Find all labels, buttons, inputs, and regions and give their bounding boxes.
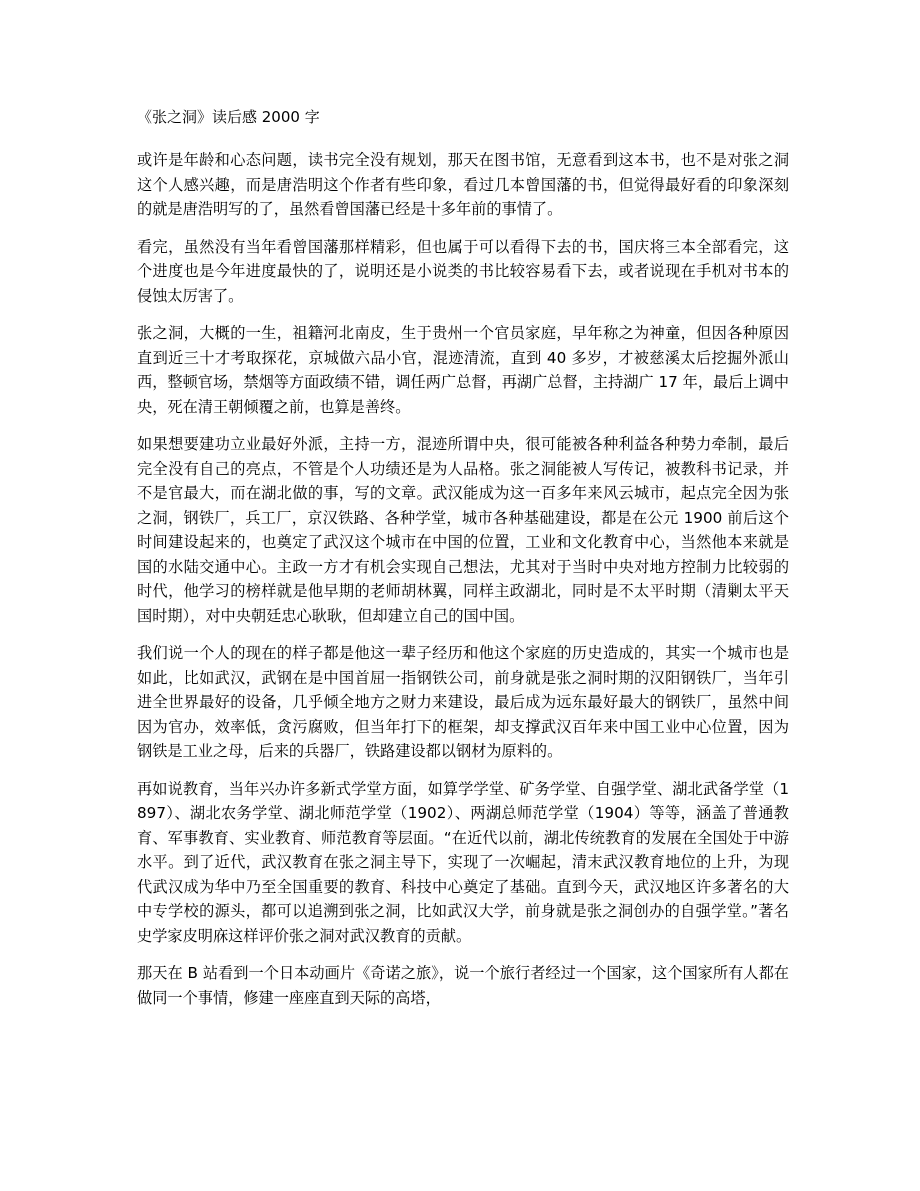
paragraph-2: 看完，虽然没有当年看曾国藩那样精彩，但也属于可以看得下去的书，国庆将三本全部看完，这个进度也是今年进度最快的了，说明还是小说类的书比较容易看下去，或者说现在手机对书本的侵蚀太厉害了。: [137, 237, 789, 305]
document-title: 《张之洞》读后感 2000 字: [137, 108, 320, 126]
paragraph-5: 我们说一个人的现在的样子都是他这一辈子经历和他这个家庭的历史造成的，其实一个城市也是如此，比如武汉，武钢在是中国首屈一指钢铁公司，前身就是张之洞时期的汉阳钢铁厂，当年引进全世界最好的设备，几乎倾全地方之财力来建设，最后成为远东最好最大的钢铁厂，虽然中间因为官办，效率低，贪污腐败，但当年打下的框架，却支撑武汉百年来中国工业中心位置，因为钢铁是工业之母，后来的兵器厂，铁路建设都以钢材为原料的。: [137, 644, 789, 760]
paragraph-7: 那天在 B 站看到一个日本动画片《奇诺之旅》，说一个旅行者经过一个国家，这个国家所有人都在做同一个事情，修建一座座直到天际的高塔，: [137, 964, 789, 1007]
document-page: [137, 104, 789, 1023]
paragraph-3: 张之洞，大概的一生，祖籍河北南皮，生于贵州一个官员家庭，早年称之为神童，但因各种原因直到近三十才考取探花，京城做六品小官，混迹清流，直到 40 多岁，才被慈溪太后挖掘外派山西，整顿官场，禁烟等方面政绩不错，调任两广总督，再湖广总督，主持湖广 17 年，最后上调中央，死在清王朝倾覆之前，也算是善终。: [137, 324, 789, 416]
paragraph-4: 如果想要建功立业最好外派，主持一方，混迹所谓中央，很可能被各种利益各种势力牵制，最后完全没有自己的亮点，不管是个人功绩还是为人品格。张之洞能被人写传记，被教科书记录，并不是官最大，而在湖北做的事，写的文章。武汉能成为这一百多年来风云城市，起点完全因为张之洞，钢铁厂，兵工厂，京汉铁路、各种学堂，城市各种基础建设，都是在公元 1900 前后这个时间建设起来的，也奠定了武汉这个城市在中国的位置，工业和文化教育中心，当然他本来就是国的水陆交通中心。主政一方才有机会实现自己想法，尤其对于当时中央对地方控制力比较弱的时代，他学习的榜样就是他早期的老师胡林翼，同样主政湖北，同时是不太平时期（清剿太平天国时期），对中央朝廷忠心耿耿，但却建立自己的国中国。: [137, 435, 789, 625]
paragraph-1: 或许是年龄和心态问题，读书完全没有规划，那天在图书馆，无意看到这本书，也不是对张之洞这个人感兴趣，而是唐浩明这个作者有些印象，看过几本曾国藩的书，但觉得最好看的印象深刻的就是唐浩明写的了，虽然看曾国藩已经是十多年前的事情了。: [137, 151, 789, 218]
paragraph-6: 再如说教育，当年兴办许多新式学堂方面，如算学学堂、矿务学堂、自强学堂、湖北武备学堂（1897）、湖北农务学堂、湖北师范学堂（1902）、两湖总师范学堂（1904）等等，涵盖了普通教育、军事教育、实业教育、师范教育等层面。“在近代以前，湖北传统教育的发展在全国处于中游水平。到了近代，武汉教育在张之洞主导下，实现了一次崛起，清末武汉教育地位的上升，为现代武汉成为华中乃至全国重要的教育、科技中心奠定了基础。直到今天，武汉地区许多著名的大中专学校的源头，都可以追溯到张之洞，比如武汉大学，前身就是张之洞创办的自强学堂。”著名史学家皮明庥这样评价张之洞对武汉教育的贡献。: [137, 779, 789, 945]
